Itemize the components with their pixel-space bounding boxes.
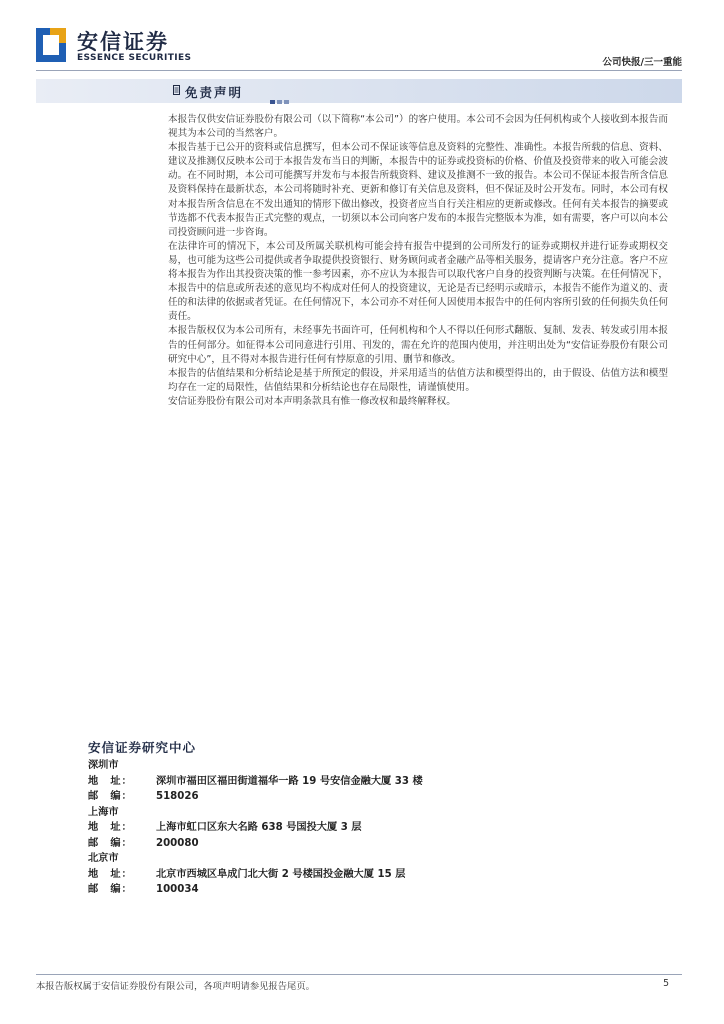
disclaimer-paragraph: 本报告基于已公开的资料或信息撰写，但本公司不保证该等信息及资料的完整性、准确性。本报告所载的信息、资料、建议及推测仅反映本公司于本报告发布当日的判断，本报告中的证券或投资标的价格、价值及投资带来的收入可能会波动。在不同时期，本公司可能撰写并发布与本报告所载资料、建议及推测不一致的报告。本公司不保证本报告所含信息及资料保持在最新状态，本公司将随时补充、更新和修订有关信息及资料，但不保证及时公开发布。同时，本公司有权对本报告所含信息在不发出通知的情形下做出修改，投资者应当自行关注相应的更新或修改。任何有关本报告的摘要或节选都不代表本报告正式完整的观点，一切须以本公司向客户发布的本报告完整版本为准，如有需要，客户可以向本公司投资顾问进一步咨询。 bbox=[168, 142, 668, 238]
footer-divider bbox=[36, 974, 682, 975]
postcode-value: 518026 bbox=[156, 791, 199, 802]
office-city: 深圳市 bbox=[88, 760, 119, 771]
report-tag: 公司快报/三一重能 bbox=[602, 57, 682, 68]
address-label: 地 址： bbox=[88, 775, 133, 787]
office-address bbox=[88, 774, 648, 790]
postcode-label: 邮 编： bbox=[88, 791, 133, 802]
postcode-value: 100034 bbox=[156, 884, 199, 895]
disclaimer-paragraph: 本报告仅供安信证券股份有限公司（以下简称“本公司”）的客户使用。本公司不会因为任何机构或个人接收到本报告而视其为本公司的当然客户。 bbox=[168, 114, 668, 140]
contact-title: 安信证券研究中心 bbox=[88, 740, 197, 755]
brand-name-en: ESSENCE SECURITIES bbox=[77, 53, 192, 63]
office-address bbox=[88, 820, 648, 836]
document-icon bbox=[173, 85, 180, 95]
postcode-label: 邮 编： bbox=[88, 837, 133, 849]
essence-logo bbox=[36, 28, 66, 62]
header-divider bbox=[36, 70, 682, 71]
disclaimer-paragraph: 安信证券股份有限公司对本声明条款具有惟一修改权和最终解释权。 bbox=[168, 395, 456, 407]
page-number: 5 bbox=[663, 978, 669, 989]
postcode-value: 200080 bbox=[156, 837, 199, 849]
office-city: 上海市 bbox=[88, 806, 119, 818]
address-label: 地 址： bbox=[88, 868, 133, 880]
address-value: 深圳市福田区福田街道福华一路 19 号安信金融大厦 33 楼 bbox=[156, 775, 423, 787]
office-postcode bbox=[88, 836, 648, 852]
disclaimer-paragraph: 本报告的估值结果和分析结论是基于所预定的假设，并采用适当的估值方法和模型得出的，由于假设、估值方法和模型均存在一定的局限性，估值结果和分析结论也存在局限性，请谨慎使用。 bbox=[168, 367, 668, 393]
disclaimer-paragraph: 本报告版权仅为本公司所有，未经事先书面许可，任何机构和个人不得以任何形式翻版、复制、发表、转发或引用本报告的任何部分。如征得本公司同意进行引用、刊发的，需在允许的范围内使用，并注明出处为“安信证券股份有限公司研究中心”，且不得对本报告进行任何有悖原意的引用、删节和修改。 bbox=[168, 325, 668, 365]
brand-name-cn: 安信证券 bbox=[77, 30, 169, 54]
section-decoration bbox=[270, 89, 291, 108]
disclaimer-body bbox=[168, 113, 668, 409]
address-value: 上海市虹口区东大名路 638 号国投大厦 3 层 bbox=[156, 822, 362, 833]
office-city: 北京市 bbox=[88, 853, 119, 864]
research-center-contact bbox=[88, 738, 648, 898]
postcode-label: 邮 编： bbox=[88, 884, 133, 895]
office-postcode bbox=[88, 789, 648, 805]
footer-copyright: 本报告版权属于安信证券股份有限公司，各项声明请参见报告尾页。 bbox=[36, 981, 315, 992]
address-value: 北京市西城区阜成门北大街 2 号楼国投金融大厦 15 层 bbox=[156, 868, 406, 880]
office-postcode bbox=[88, 882, 648, 898]
office-address bbox=[88, 867, 648, 883]
address-label: 地 址： bbox=[88, 822, 133, 833]
section-title: 免责声明 bbox=[185, 85, 244, 100]
section-header-band bbox=[36, 79, 682, 103]
disclaimer-paragraph: 在法律许可的情况下，本公司及所属关联机构可能会持有报告中提到的公司所发行的证券或期权并进行证券或期权交易，也可能为这些公司提供或者争取提供投资银行、财务顾问或者金融产品等相关服务，提请客户充分注意。客户不应将本报告为作出其投资决策的惟一参考因素，亦不应认为本报告可以取代客户自身的投资判断与决策。在任何情况下，本报告中的信息或所表述的意见均不构成对任何人的投资建议，无论是否已经明示或暗示，本报告不能作为道义的、责任的和法律的依据或者凭证。在任何情况下，本公司亦不对任何人因使用本报告中的任何内容所引致的任何损失负任何责任。 bbox=[168, 240, 668, 323]
